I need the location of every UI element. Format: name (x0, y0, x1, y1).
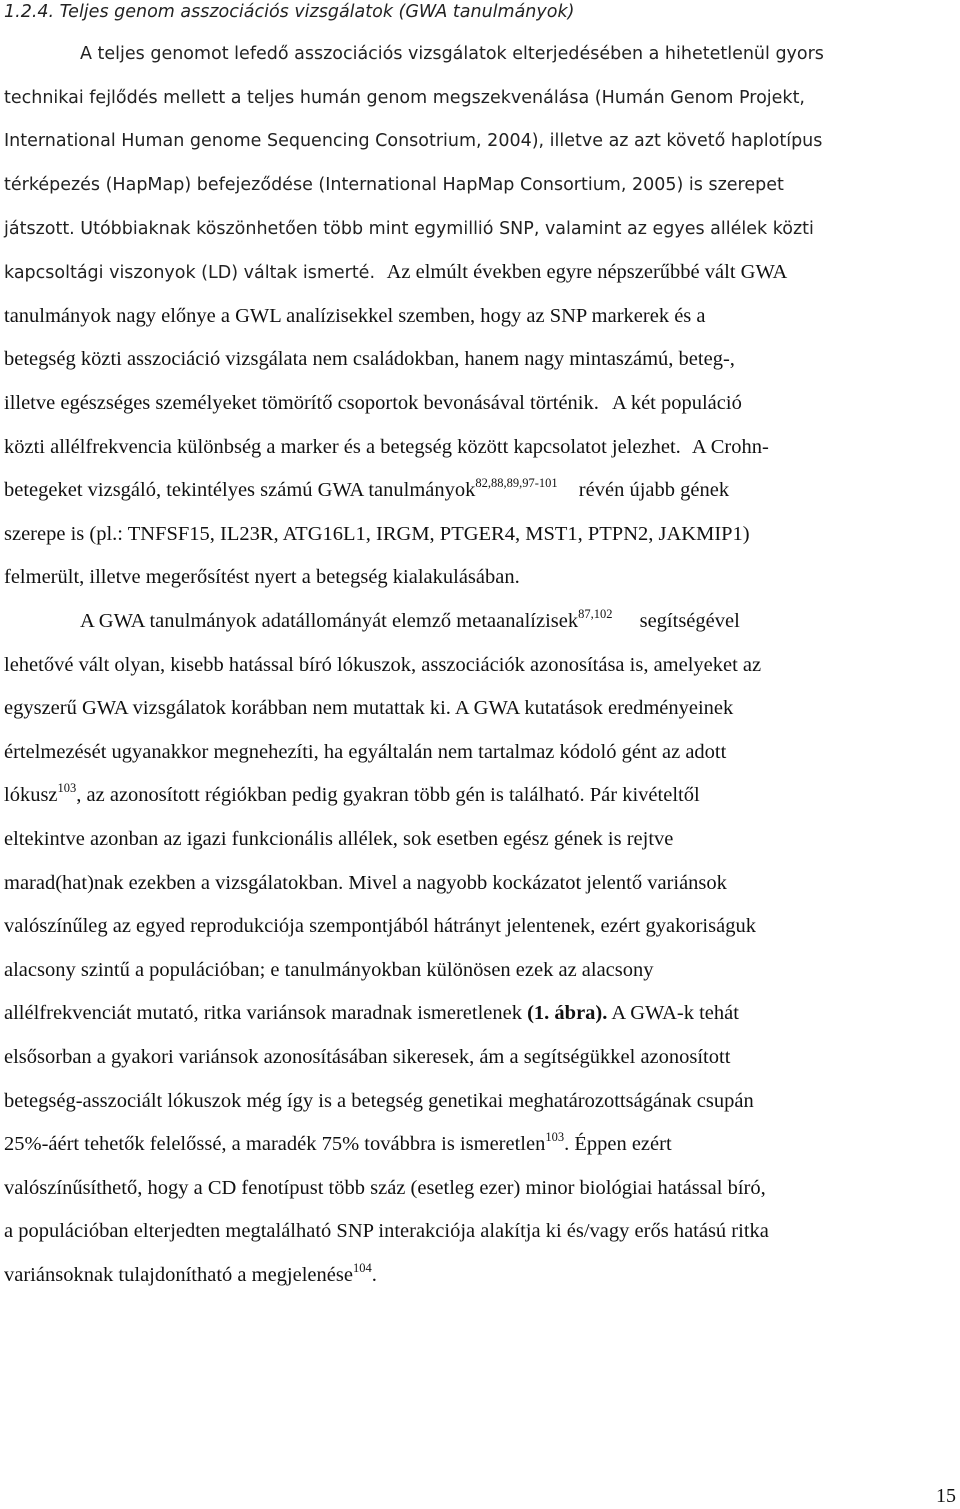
text-line: A GWA tanulmányok adatállományát elemző metaanalízisek$^{87,102}$ segítségével (80, 607, 740, 632)
text-line: tanulmányok nagy előnye a GWL analízisekkel szemben, hogy az SNP markerek és a (4, 305, 706, 327)
text-line: alacsony szintű a populációban; e tanulmányokban különösen ezek az alacsony (4, 959, 654, 981)
text-line: marad(hat)nak ezekben a vizsgálatokban. Mivel a nagyobb kockázatot jelentő variánsok (4, 872, 727, 894)
text-line: egyszerű GWA vizsgálatok korábban nem mutattak ki. A GWA kutatások eredményeinek (4, 697, 734, 719)
text-line: eltekintve azonban az igazi funkcionális allélek, sok esetben egész gének is rejtve (4, 828, 674, 850)
text-line: illetve egészséges személyeket tömörítő csoportok bevonásával történik. A két populáció (4, 392, 742, 414)
text-line: betegeket vizsgáló, tekintélyes számú GWA tanulmányok$^{82,88,89,97-101}$ révén újabb gének (4, 476, 730, 501)
text-line: elsősorban a gyakori variánsok azonosításában sikeresek, ám a segítségükkel azonosított (4, 1046, 731, 1068)
text-line: valószínűsíthető, hogy a CD fenotípust több száz (esetleg ezer) minor biológiai hatással bíró, (4, 1177, 766, 1199)
text-line: kapcsoltági viszonyok (LD) váltak ismerté. Az elmúlt években egyre népszerűbbé vált GWA (4, 261, 788, 283)
citation-superscript: 103 (57, 781, 77, 795)
text-line: A teljes genomot lefedő asszociációs vizsgálatok elterjedésében a hihetetlenül gyors (80, 44, 824, 64)
text-line: allélfrekvenciát mutató, ritka variánsok maradnak ismeretlenek (1. ábra). A GWA-k tehát (4, 1002, 739, 1024)
text-line: szerepe is (pl.: TNFSF15, IL23R, ATG16L1, IRGM, PTGER4, MST1, PTPN2, JAKMIP1) (4, 523, 750, 545)
text-line: valószínűleg az egyed reprodukciója szempontjából hátrányt jelentenek, ezért gyakoriságuk (4, 915, 756, 937)
text-line: 25%-áért tehetők felelőssé, a maradék 75% továbbra is ismeretlen$^{103}$. Éppen ezért (4, 1130, 672, 1155)
figure-reference: (1. ábra). (527, 1002, 608, 1024)
text-line: International Human genome Sequencing Consotrium, 2004), illetve az azt követő haplotípus (4, 131, 823, 151)
text-line: technikai fejlődés mellett a teljes humán genom megszekvenálása (Humán Genom Projekt, (4, 88, 805, 108)
text-line: variánsoknak tulajdonítható a megjelenése$^{104}$. (4, 1261, 377, 1286)
text-line: felmerült, illetve megerősítést nyert a betegség kialakulásában. (4, 566, 520, 588)
section-heading: 1.2.4. Teljes genom asszociációs vizsgálatok (GWA tanulmányok) (4, 2, 575, 22)
text-line: játszott. Utóbbiaknak köszönhetően több mint egymillió SNP, valamint az egyes allélek közti (4, 219, 814, 239)
citation-superscript: 82,88,89,97-101 (475, 476, 558, 490)
text-line: térképezés (HapMap) befejeződése (International HapMap Consortium, 2005) is szerepet (4, 175, 784, 195)
text-line: lókusz$^{103}$, az azonosított régiókban pedig gyakran több gén is található. Pár kivételtől (4, 781, 700, 806)
text-line: a populációban elterjedten megtalálható SNP interakciója alakítja ki és/vagy erős hatású ritka (4, 1220, 769, 1242)
text-line: betegség közti asszociáció vizsgálata nem családokban, hanem nagy mintaszámú, beteg-, (4, 348, 735, 370)
text-line: értelmezését ugyanakkor megnehezíti, ha egyáltalán nem tartalmaz kódoló gént az adott (4, 741, 727, 763)
citation-superscript: 103 (545, 1130, 565, 1144)
citation-superscript: 104 (352, 1261, 372, 1275)
text-line: betegség-asszociált lókuszok még így is a betegség genetikai meghatározottságának csupán (4, 1090, 754, 1112)
text-line: lehetővé vált olyan, kisebb hatással bíró lókuszok, asszociációk azonosítása is, amelyeket az (4, 654, 762, 676)
page-number: 15 (936, 1485, 956, 1507)
text-line: közti allélfrekvencia különbség a marker és a betegség között kapcsolatot jelezhet. A Crohn- (4, 436, 769, 458)
citation-superscript: 87,102 (578, 607, 613, 621)
